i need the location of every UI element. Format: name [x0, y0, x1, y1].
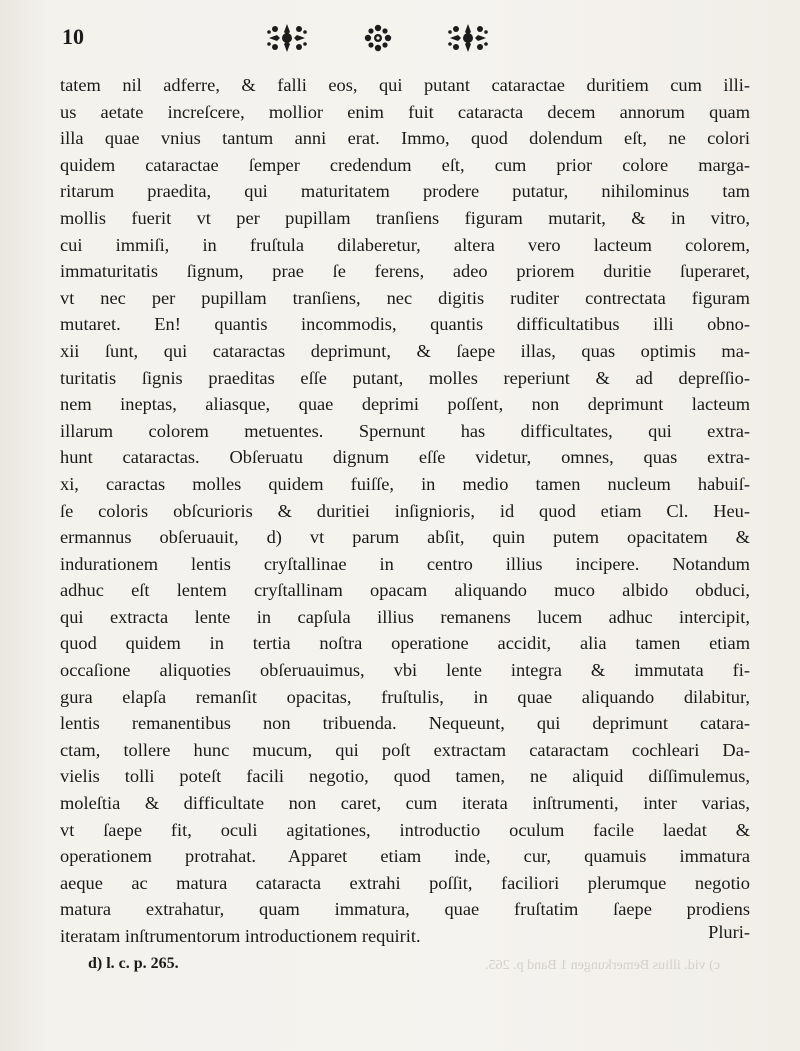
- text-line: nem ineptas, aliasque, quae deprimi poſſent, non deprimunt lacteum: [60, 394, 750, 415]
- footnote: d) l. c. p. 265.: [88, 955, 179, 972]
- text-line: vielis tolli poteſt facili negotio, quod tamen, ne aliquid diſſimulemus,: [60, 766, 750, 787]
- text-line: xi, caractas molles quidem fuiſſe, in medio tamen nucleum habuiſ-: [60, 473, 750, 494]
- text-line: moleſtia & difficultate non caret, cum iterata inſtrumenti, inter varias,: [60, 793, 750, 814]
- text-line: immaturitatis ſignum, prae ſe ferens, adeo priorem duritie ſuperaret,: [60, 261, 750, 282]
- fleuron-icon: [446, 22, 490, 54]
- text-line: illarum colorem metuentes. Spernunt has difficultates, qui extra-: [60, 420, 750, 441]
- text-line: ermannus obſeruauit, d) vt parum abſit, quin putem opacitatem &: [60, 527, 750, 548]
- text-line: gura elapſa remanſit opacitas, fruſtulis, in quae aliquando dilabitur,: [60, 686, 750, 707]
- text-line: xii ſunt, qui cataractas deprimunt, & ſaepe illas, quas optimis ma-: [60, 340, 750, 361]
- text-line: matura extrahatur, quam immatura, quae fruſtatim ſaepe prodiens: [60, 899, 750, 920]
- text-line: occaſione aliquoties obſeruauimus, vbi lente integra & immutata fi-: [60, 660, 750, 681]
- body-text: [60, 72, 750, 950]
- text-line: iteratam inſtrumentorum introductionem requirit.: [60, 926, 421, 946]
- text-line: illa quae vnius tantum anni erat. Immo, quod dolendum eſt, ne colori: [60, 128, 750, 149]
- text-line: us aetate increſcere, mollior enim fuit cataracta decem annorum quam: [60, 101, 750, 122]
- show-through-text: c) vid. illius Bemerkungen 1 Band p. 265.: [485, 958, 720, 973]
- text-line: quidem cataractae ſemper credendum eſt, cum prior colore marga-: [60, 154, 750, 175]
- text-line: indurationem lentis cryſtallinae in centro illius incipere. Notandum: [60, 553, 750, 574]
- text-line: quod quidem in tertia noſtra operatione accidit, alia tamen etiam: [60, 633, 750, 654]
- text-line: vt ſaepe fit, oculi agitationes, introductio oculum facile laedat &: [60, 819, 750, 840]
- text-line: lentis remanentibus non tribuenda. Nequeunt, qui deprimunt catara-: [60, 713, 750, 734]
- page-header: [60, 22, 750, 56]
- text-line: mollis fuerit vt per pupillam tranſiens figuram mutarit, & in vitro,: [60, 207, 750, 228]
- text-line: cui immiſi, in fruſtula dilaberetur, altera vero lacteum colorem,: [60, 234, 750, 255]
- text-line: adhuc eſt lentem cryſtallinam opacam aliquando muco albido obduci,: [60, 580, 750, 601]
- catchword: Pluri-: [708, 922, 750, 942]
- text-line: turitatis ſignis praeditas eſſe putant, molles reperiunt & ad depreſſio-: [60, 367, 750, 388]
- text-line: hunt cataractas. Obſeruatu dignum eſſe videtur, omnes, quas extra-: [60, 447, 750, 468]
- text-line: ſe coloris obſcurioris & duritiei inſignioris, id quod etiam Cl. Heu-: [60, 500, 750, 521]
- text-line: operationem protrahat. Apparet etiam inde, cur, quamuis immatura: [60, 846, 750, 867]
- text-line: aeque ac matura cataracta extrahi poſſit, faciliori plerumque negotio: [60, 872, 750, 893]
- text-line: ritarum praedita, qui maturitatem prodere putatur, nihilominus tam: [60, 181, 750, 202]
- text-line: vt nec per pupillam tranſiens, nec digitis ruditer contrectata figuram: [60, 287, 750, 308]
- text-line: mutaret. En! quantis incommodis, quantis difficultatibus illi obno-: [60, 314, 750, 335]
- rosette-icon: [362, 22, 394, 54]
- text-line: qui extracta lente in capſula illius remanens lucem adhuc intercipit,: [60, 606, 750, 627]
- fleuron-icon: [265, 22, 309, 54]
- text-line: ctam, tollere hunc mucum, qui poſt extractam cataractam cochleari Da-: [60, 739, 750, 760]
- page-number: 10: [62, 24, 84, 49]
- text-line: tatem nil adferre, & falli eos, qui putant cataractae duritiem cum illi-: [60, 75, 750, 95]
